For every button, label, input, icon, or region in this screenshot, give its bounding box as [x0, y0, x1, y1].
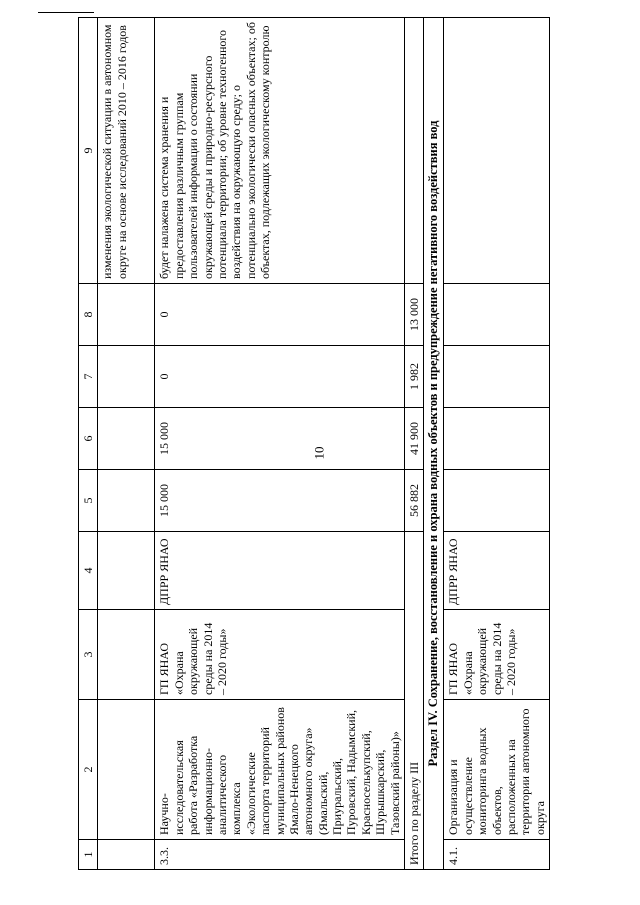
empty-cell [405, 18, 424, 284]
value-col-8: 0 [155, 284, 405, 346]
col-header-5: 5 [79, 470, 98, 532]
empty-cell [98, 408, 155, 470]
program-name: ГП ЯНАО «Охрана окружающей среды на 2014 – 2020 годы» [155, 610, 405, 700]
table-row-4-1 [444, 18, 550, 870]
value-col-7: 0 [155, 346, 405, 408]
section-heading-row [424, 18, 444, 870]
col-header-8: 8 [79, 284, 98, 346]
rotated-table-container [78, 18, 547, 870]
empty-cell [444, 284, 550, 346]
empty-cell [444, 18, 550, 284]
empty-cell [444, 408, 550, 470]
empty-cell [98, 532, 155, 610]
col-header-3: 3 [79, 610, 98, 700]
empty-cell [444, 346, 550, 408]
page-number: 10 [311, 446, 327, 460]
empty-cell [444, 470, 550, 532]
value-col-5: 15 000 [155, 470, 405, 532]
measure-name: Организация и осуществление мониторинга водных объектов, расположенных на территории автономного округа [444, 700, 550, 840]
col-header-2: 2 [79, 700, 98, 840]
col-header-1: 1 [79, 840, 98, 870]
empty-cell [98, 284, 155, 346]
col-header-4: 4 [79, 532, 98, 610]
measures-table [78, 17, 550, 870]
result-text-continued: изменения экологической ситуации в автономном округе на основе исследований 2010 – 2016 годов [98, 18, 155, 284]
executor: ДПРР ЯНАО [444, 532, 550, 610]
top-rule [38, 12, 94, 13]
col-header-9: 9 [79, 18, 98, 284]
total-col-5: 56 882 [405, 470, 424, 532]
table-row-3-3 [155, 18, 405, 870]
header-row [79, 18, 98, 870]
total-col-7: 1 982 [405, 346, 424, 408]
total-label: Итого по разделу III [405, 532, 424, 870]
col-header-6: 6 [79, 408, 98, 470]
section-iv-title: Раздел IV. Сохранение, восстановление и охрана водных объектов и предупреждение негативного воздействия вод [424, 18, 444, 870]
table-row-continuation [98, 18, 155, 870]
empty-cell [98, 700, 155, 840]
program-name: ГП ЯНАО «Охрана окружающей среды на 2014 – 2020 годы» [444, 610, 550, 700]
row-number: 4.1. [444, 840, 550, 870]
empty-cell [98, 470, 155, 532]
executor: ДПРР ЯНАО [155, 532, 405, 610]
empty-cell [98, 346, 155, 408]
value-col-6: 15 000 [155, 408, 405, 470]
measure-name: Научно-исследовательская работа «Разработка информационно-аналитического комплекса «Экологические паспорта территорий муниципальных районов Ямало-Ненецкого автономного округа» (Ямальский, Приуральский, Пуровский, Надымский, Красноселькупский, Шурышкарский, Тазовский районы)» [155, 700, 405, 840]
empty-cell [98, 840, 155, 870]
expected-result: будет налажена система хранения и предоставления различным группам пользователей информации о состоянии окружающей среды и природно-ресурсного потенциала территории; об уровне техногенного воздействия на окружающую среду; о потенциально экологически опасных объектах; об объектах, подлежащих экологическому контролю [155, 18, 405, 284]
row-number: 3.3. [155, 840, 405, 870]
col-header-7: 7 [79, 346, 98, 408]
total-col-8: 13 000 [405, 284, 424, 346]
empty-cell [98, 610, 155, 700]
total-col-6: 41 900 [405, 408, 424, 470]
total-row [405, 18, 424, 870]
